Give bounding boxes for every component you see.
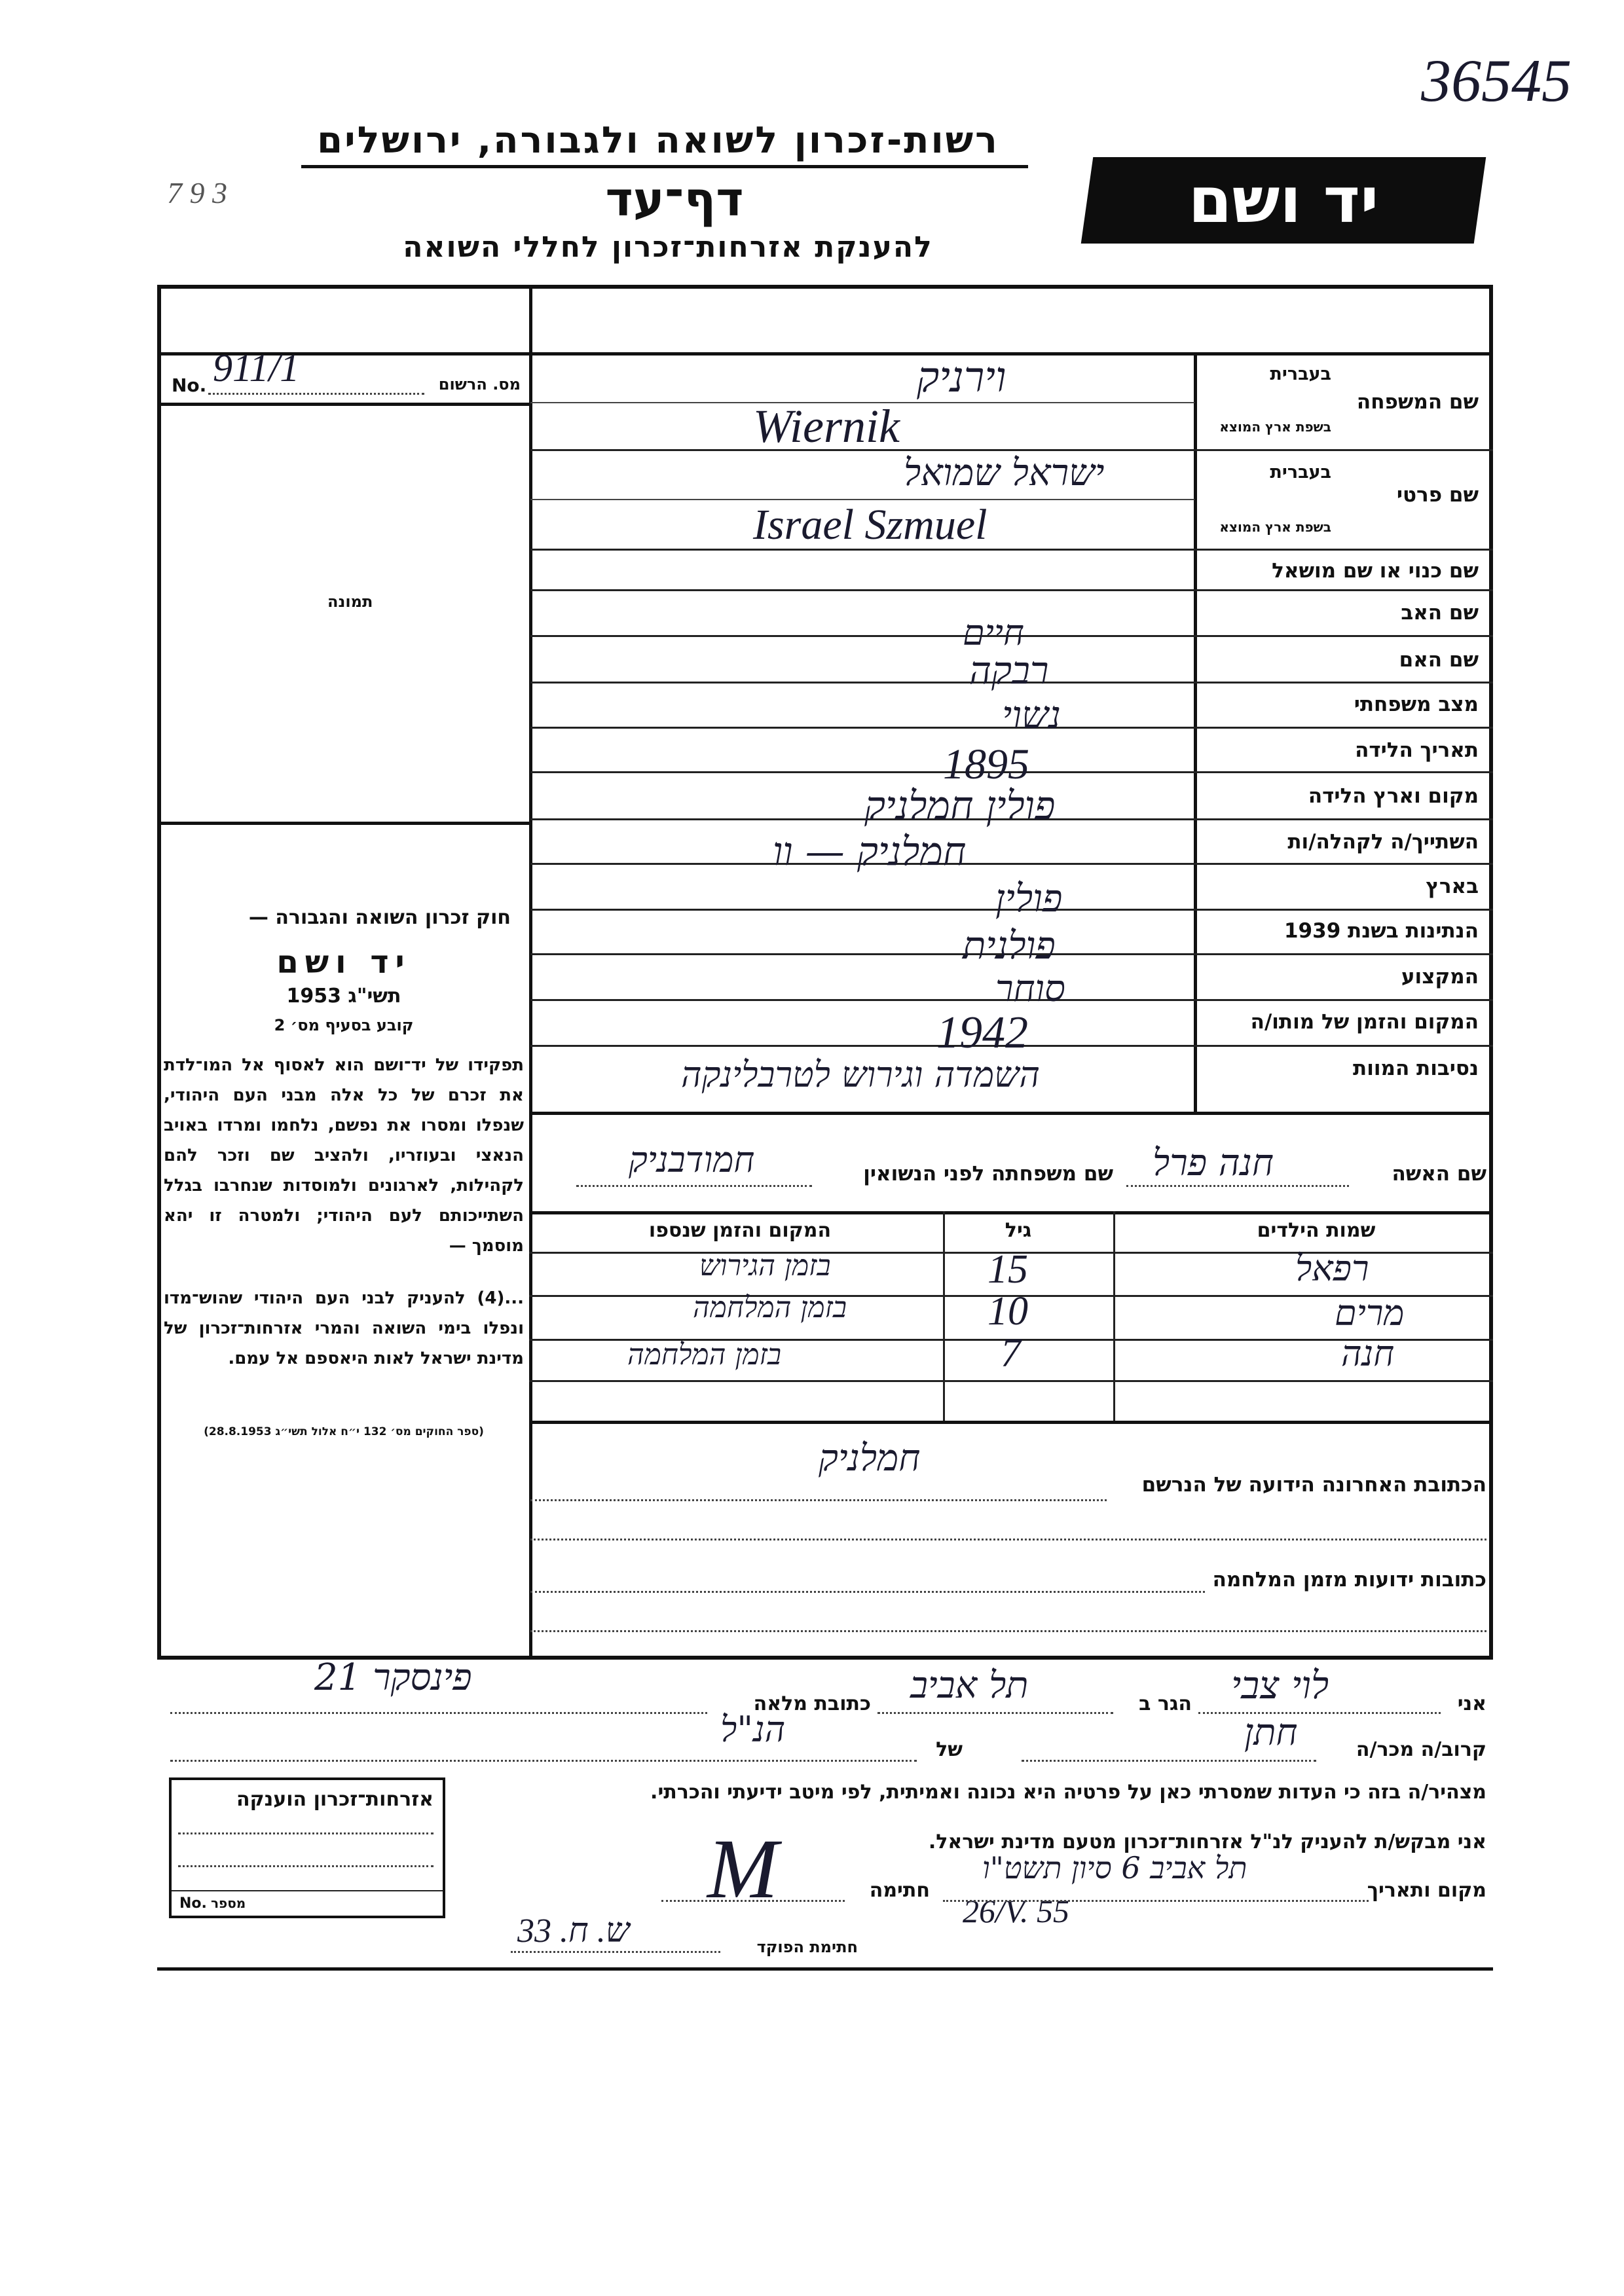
death-label: המקום והזמן של מותו/ה: [1250, 1010, 1479, 1034]
registration-number[interactable]: 911/1: [213, 346, 300, 390]
maiden-name-value[interactable]: חמודבניק: [629, 1139, 755, 1180]
war-address-line-1: [530, 1591, 1205, 1593]
given-origin-label: בשפת ארץ המוצא: [1219, 519, 1331, 535]
form-title: דף־עד: [605, 172, 744, 227]
child-age[interactable]: 10: [987, 1289, 1028, 1334]
institution-underline: [301, 165, 1028, 168]
law-excerpt: [164, 826, 524, 1658]
given-hebrew-label: בעברית: [1270, 462, 1331, 483]
birth-date-value[interactable]: 1895: [943, 740, 1029, 788]
child-name[interactable]: רפאל: [1295, 1248, 1369, 1289]
declarant-city[interactable]: תל אביב: [910, 1664, 1029, 1707]
i-label: אני: [1457, 1692, 1486, 1715]
law-year: תשי"ג 1953: [286, 985, 401, 1008]
citizenship-grant-box: [169, 1777, 445, 1918]
death-circumstances-value[interactable]: השמדה וגירוש לטרבלינקה: [681, 1054, 1041, 1095]
last-address-label: הכתובת האחרונה הידועה של הנרשם: [1141, 1473, 1486, 1497]
last-address-value[interactable]: חמלניק: [819, 1437, 921, 1480]
reg-dotted-line: [208, 393, 424, 395]
signature-label: חתימה: [869, 1879, 930, 1902]
last-address-line-2: [530, 1539, 1486, 1540]
declarant-address[interactable]: פינסקר 21: [314, 1656, 472, 1699]
relative-label: קרוב/ה מכר/ה: [1356, 1738, 1486, 1761]
full-address-label: כתובת מלאה: [753, 1692, 871, 1715]
declarant-name[interactable]: לוי צבי: [1231, 1663, 1329, 1707]
father-label: שם האב: [1401, 601, 1479, 625]
wife-label: שם האשה: [1392, 1162, 1486, 1186]
of-value[interactable]: הנ"ל: [720, 1709, 786, 1750]
last-address-line-1: [530, 1499, 1107, 1501]
institution-name: רשות-זכרון לשואה ולגבורה, ירושלים: [317, 119, 999, 162]
declarant-name-line: [1198, 1712, 1441, 1714]
birth-place-value[interactable]: פולין חמלניק: [864, 783, 1056, 829]
photo-bottom-rule: [157, 822, 530, 825]
officer-signature[interactable]: ש. ח. 33: [517, 1912, 630, 1950]
wife-value[interactable]: חנה פרל: [1153, 1142, 1274, 1184]
table-row: [529, 1331, 1493, 1381]
form-bottom-rule: [157, 1967, 1493, 1971]
relation-value[interactable]: חתן: [1244, 1711, 1298, 1754]
reg-cell-rule: [157, 403, 530, 406]
community-label: השתייך/ה לקהלה/ות: [1287, 830, 1479, 854]
marital-value[interactable]: נשוי: [1002, 693, 1061, 737]
maiden-dotted-line: [576, 1185, 812, 1187]
grant-number-label: מספר: [211, 1895, 246, 1911]
maiden-name-label: שם משפחתה לפני הנשואין: [863, 1162, 1113, 1186]
community-value[interactable]: חמלניק — וו: [773, 829, 967, 875]
birth-date-label: תאריך הלידה: [1355, 738, 1479, 762]
relation-line: [1022, 1760, 1316, 1762]
law-source: (ספר החוקים מס׳ 132 י״ח אלול תשי״ג 28.8.1953): [204, 1425, 484, 1438]
form-subtitle: להענקת אזרחות־זכרון לחללי השואה: [403, 230, 933, 264]
declarant-city-line: [877, 1712, 1113, 1714]
children-names-header: שמות הילדים: [1257, 1219, 1376, 1242]
yad-vashem-logo: [1081, 157, 1486, 244]
war-address-label: כתובות ידועות מזמן המלחמה: [1212, 1568, 1486, 1592]
profession-value[interactable]: סוחר: [995, 968, 1065, 1010]
officer-label: חתימת הפוקד: [756, 1938, 858, 1956]
declaration-text: מצהיר/ה בזה כי העדות שמסרתי כאן על פרטיה היא נכונה ואמיתית, לפי מיטב ידיעתי והכרתי.: [650, 1781, 1486, 1804]
mother-value[interactable]: רבקה: [969, 648, 1049, 693]
surname-origin-label: בשפת ארץ המוצא: [1219, 419, 1331, 435]
child-name[interactable]: מרים: [1335, 1292, 1405, 1334]
father-value[interactable]: חיים: [963, 612, 1024, 653]
nickname-label: שם כנוי או שם מושאל: [1272, 559, 1479, 583]
profession-label: המקצוע: [1401, 965, 1479, 989]
of-label: של: [936, 1738, 963, 1761]
law-text-1: תפקידו של יד־ושם הוא לאסוף אל המו־לדת את זכרם של כל אלה מבני העם היהודי, שנפלו ומסרו את נפשם, נלחמו ומרדו באויב הנאצי ובעוזריו, ולהציב שם וזכר להם לקהילות, לארגונים ולמוסדות שנחרבו בגלל השתייכותם לעם היהודי; ולמטרה זו יהא מוסמך —: [164, 1055, 524, 1256]
of-line: [170, 1760, 917, 1762]
mother-label: שם האם: [1399, 648, 1479, 672]
nationality-value[interactable]: פולנית: [963, 923, 1056, 968]
reg-no-prefix: No.: [172, 374, 207, 396]
children-age-header: גיל: [1005, 1219, 1032, 1242]
children-header-top-rule: [529, 1211, 1493, 1214]
birth-place-label: מקום וארץ הלידה: [1308, 784, 1479, 808]
child-place[interactable]: בזמן המלחמה: [627, 1338, 782, 1372]
nationality-label: הנתינות בשנת 1939: [1283, 919, 1479, 943]
officer-signature-line: [511, 1951, 720, 1953]
grant-title: אזרחות־זכרון הוענקה: [236, 1788, 434, 1811]
law-name: יד ושם: [276, 944, 411, 981]
labels-column: [1197, 352, 1485, 1112]
surname-origin-value[interactable]: Wiernik: [753, 400, 900, 452]
law-title: חוק זכרון השואה והגבורה —: [248, 906, 511, 929]
marital-label: מצב משפחתי: [1354, 693, 1479, 716]
death-circumstances-label: נסיבות המוות: [1353, 1057, 1479, 1080]
surname-label: שם המשפחה: [1356, 390, 1479, 414]
children-table-bottom-rule: [529, 1421, 1493, 1424]
place-date-label: מקום ותאריך: [1367, 1879, 1486, 1902]
law-text-2: ...(4) להעניק לבני העם היהודי שהוש־מדו ונפלו בימי השואה והמרי אזרחות־זכרון של מדינת ישראל לאות היאספם אל עמם.: [164, 1288, 524, 1368]
child-name[interactable]: חנה: [1341, 1333, 1395, 1374]
date-value-2[interactable]: 26/V. 55: [963, 1893, 1069, 1929]
folio-mark: 7 9 3: [167, 176, 227, 210]
given-hebrew-value[interactable]: ישראל שמואל: [904, 452, 1105, 494]
archive-number: 36545: [1421, 47, 1572, 114]
logo-text: יד ושם: [1188, 164, 1379, 237]
child-age[interactable]: 15: [987, 1247, 1028, 1292]
war-address-line-2: [530, 1630, 1486, 1632]
place-date-line: [943, 1900, 1369, 1902]
resident-label: הגר ב: [1139, 1692, 1192, 1715]
grant-no-prefix: No.: [179, 1895, 207, 1912]
request-text: אני מבקש/ת להעניק לנ"ל אזרחות־זכרון מטעם מדינת ישראל.: [928, 1831, 1486, 1853]
photo-label: תמונה: [327, 592, 373, 611]
given-name-label: שם פרטי: [1396, 483, 1479, 507]
signature-line: [661, 1900, 845, 1902]
declarant-signature[interactable]: M: [707, 1822, 779, 1916]
children-place-header: המקום והזמן שנספו: [648, 1219, 832, 1242]
wife-row-top-rule: [529, 1112, 1493, 1115]
given-origin-value[interactable]: Israel Szmuel: [753, 501, 987, 549]
country-value[interactable]: פולין: [995, 876, 1063, 920]
country-label: בארץ: [1426, 875, 1479, 898]
children-rows: [529, 1247, 1493, 1383]
death-value[interactable]: 1942: [936, 1008, 1028, 1058]
reg-label: מס. הרשום: [438, 375, 521, 393]
law-clause: קובע בסעיף מס׳ 2: [274, 1016, 414, 1034]
wife-dotted-line: [1126, 1185, 1349, 1187]
child-age[interactable]: 7: [1001, 1331, 1021, 1376]
surname-hebrew-label: בעברית: [1270, 364, 1331, 384]
surname-hebrew-value[interactable]: וירניק: [917, 354, 1006, 402]
place-date-value[interactable]: תל אביב 6 סיון תשט"ו: [982, 1850, 1247, 1886]
child-place[interactable]: בזמן הגירוש: [699, 1249, 831, 1283]
child-place[interactable]: בזמן המלחמה: [693, 1291, 847, 1324]
declarant-address-line: [170, 1712, 707, 1714]
